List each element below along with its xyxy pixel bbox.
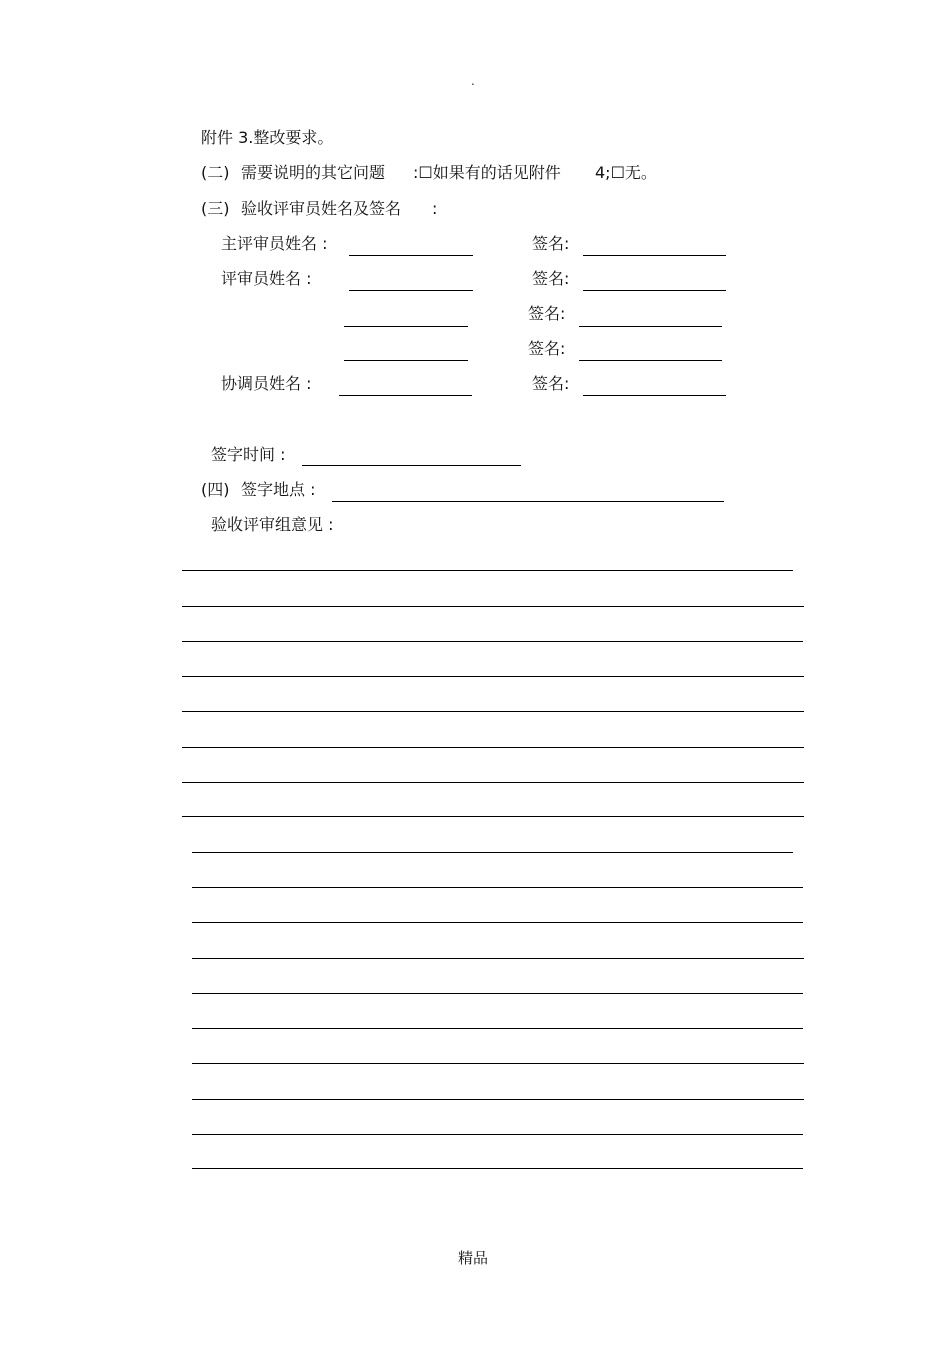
- sign-label: 签名:: [532, 269, 570, 288]
- coordinator-label: 协调员姓名 :: [221, 374, 312, 393]
- footer-text: 精品: [458, 1249, 489, 1267]
- opinion-line[interactable]: [192, 1063, 804, 1064]
- reviewer-name-field[interactable]: [349, 290, 473, 291]
- opinion-line[interactable]: [182, 816, 804, 817]
- opinion-line[interactable]: [182, 641, 803, 642]
- opinion-line[interactable]: [182, 606, 804, 607]
- section3-title: 验收评审员姓名及签名: [241, 199, 402, 218]
- section4-prefix: (四): [201, 480, 230, 499]
- opinion-line[interactable]: [192, 1134, 803, 1135]
- sign-location-label: 签字地点 :: [241, 480, 316, 499]
- section2-option-no: 4;☐无。: [595, 163, 657, 182]
- opinion-line[interactable]: [182, 711, 804, 712]
- sign-time-field[interactable]: [302, 465, 521, 466]
- section2-text: 需要说明的其它问题: [241, 163, 386, 182]
- sign-label: 签名:: [532, 234, 570, 253]
- opinion-line[interactable]: [192, 887, 803, 888]
- opinion-line[interactable]: [182, 782, 804, 783]
- opinion-line[interactable]: [182, 676, 804, 677]
- coordinator-signature-field[interactable]: [583, 395, 726, 396]
- sign-time-label: 签字时间 :: [211, 445, 286, 464]
- opinion-line[interactable]: [192, 993, 803, 994]
- opinion-line[interactable]: [192, 1028, 803, 1029]
- sign-label: 签名:: [528, 339, 566, 358]
- reviewer-signature-field[interactable]: [579, 326, 722, 327]
- reviewer-label: 评审员姓名 :: [221, 269, 312, 288]
- reviewer-name-field[interactable]: [344, 360, 468, 361]
- opinion-line[interactable]: [192, 1168, 803, 1169]
- attachment-line: 附件 3.整改要求。: [201, 128, 334, 147]
- opinion-line[interactable]: [192, 1099, 804, 1100]
- sign-label: 签名:: [528, 304, 566, 323]
- reviewer-signature-field[interactable]: [583, 290, 726, 291]
- opinion-line[interactable]: [182, 747, 804, 748]
- section2-prefix: (二): [201, 163, 230, 182]
- sign-label: 签名:: [532, 374, 570, 393]
- reviewer-name-field[interactable]: [344, 326, 468, 327]
- section3-prefix: (三): [201, 199, 230, 218]
- chief-reviewer-label: 主评审员姓名 :: [221, 234, 328, 253]
- reviewer-signature-field[interactable]: [579, 360, 722, 361]
- sign-location-field[interactable]: [332, 501, 724, 502]
- chief-reviewer-signature-field[interactable]: [583, 255, 726, 256]
- opinion-line[interactable]: [182, 570, 793, 571]
- section2-option-yes: :☐如果有的话见附件: [413, 163, 561, 182]
- opinion-label: 验收评审组意见 :: [211, 515, 334, 534]
- header-mark: .: [471, 74, 475, 88]
- chief-reviewer-name-field[interactable]: [349, 255, 473, 256]
- opinion-line[interactable]: [192, 922, 803, 923]
- opinion-line[interactable]: [192, 852, 793, 853]
- section3-colon: :: [432, 199, 438, 218]
- coordinator-name-field[interactable]: [339, 395, 472, 396]
- opinion-line[interactable]: [192, 958, 804, 959]
